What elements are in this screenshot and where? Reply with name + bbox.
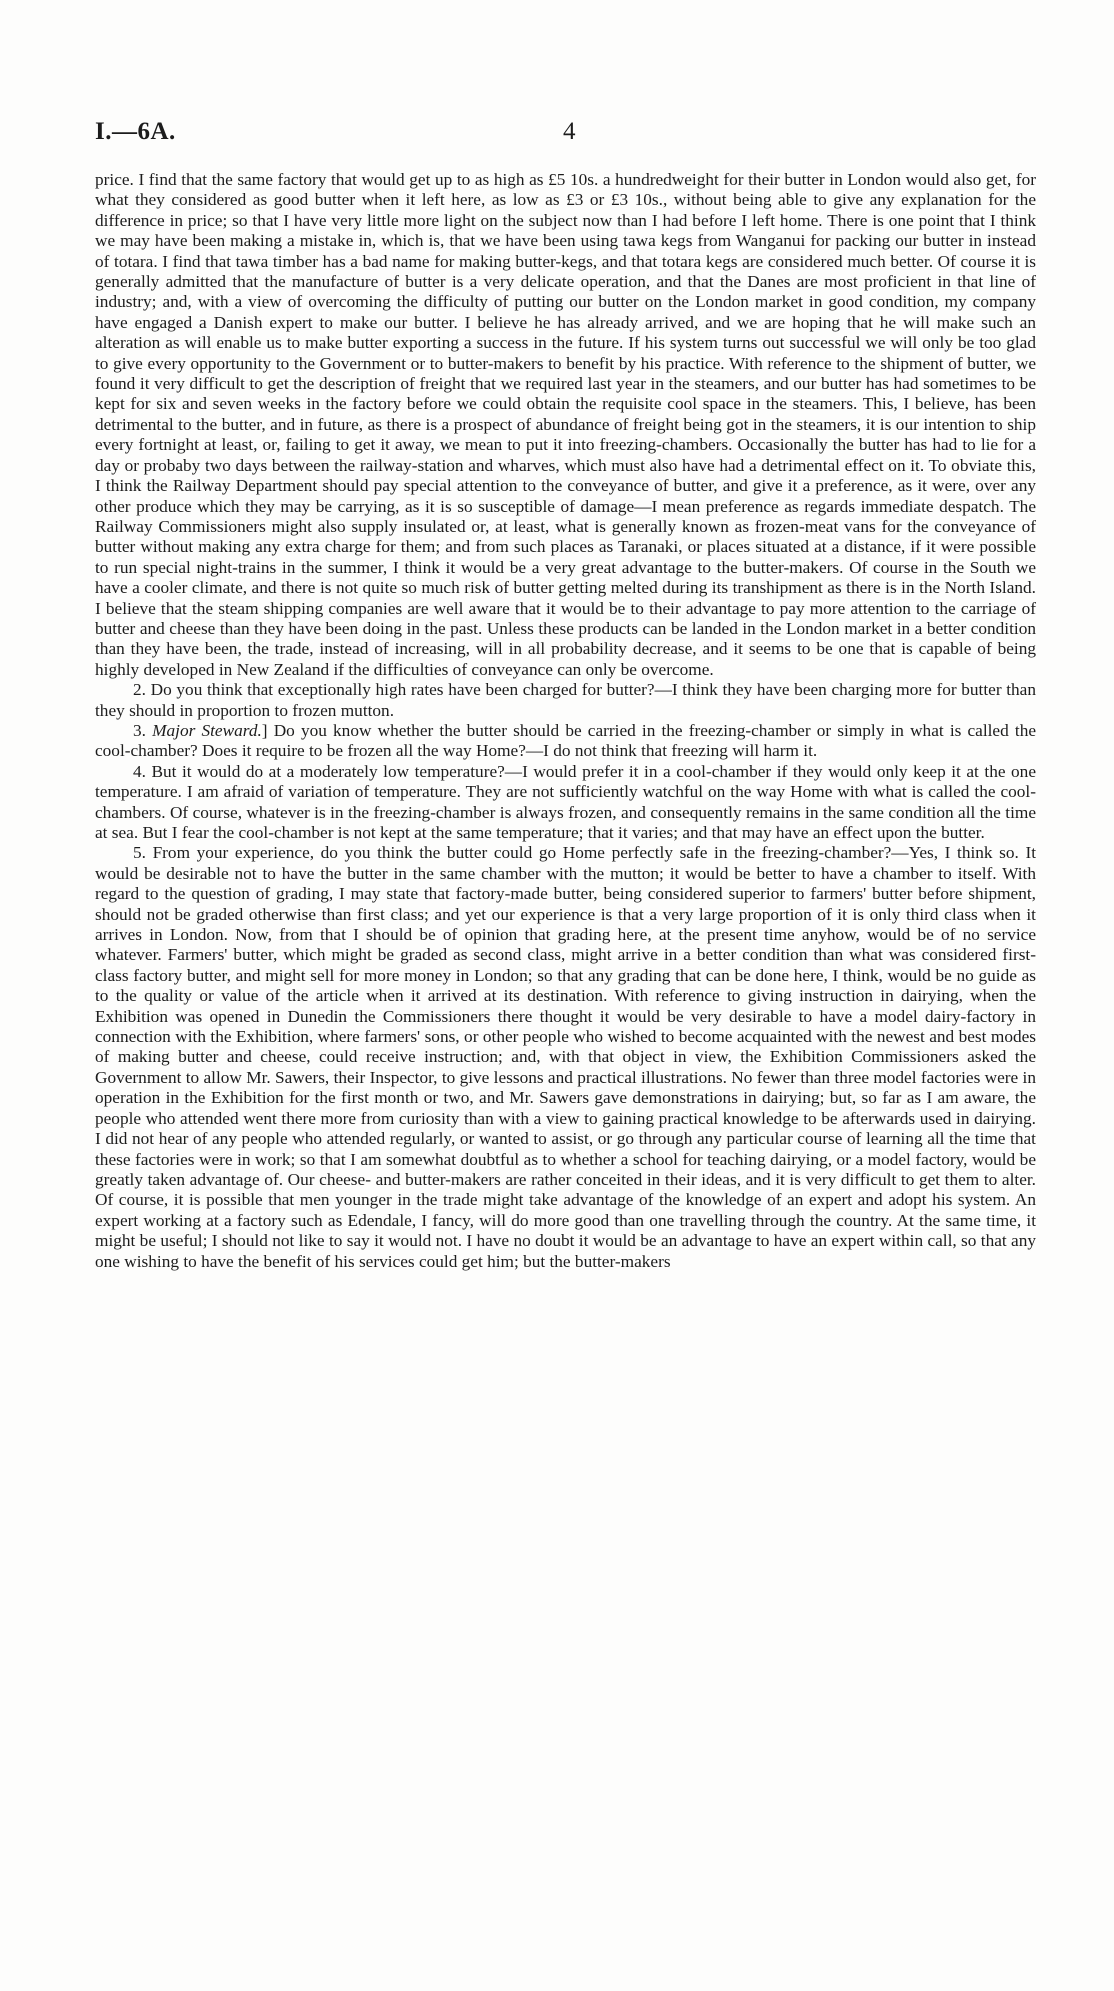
page-header (95, 118, 1036, 152)
paragraph-4: 4. But it would do at a moderately low temperature?—I would prefer it in a cool-chamber if they would only keep it at the one temperature. I am afraid of variation of temperature. They are not sufficiently watchful on the way Home with what is called the cool-chambers. Of course, whatever is in the freezing-chamber is always frozen, and consequently remains in the same condition all the time at sea. But I fear the cool-chamber is not kept at the same temperature; that it varies; and that may have an effect upon the butter. (95, 761, 1036, 842)
page-number: 4 (563, 118, 576, 145)
paragraph-2: 2. Do you think that exceptionally high rates have been charged for butter?—I think they have been charging more for butter than they should in proportion to frozen mutton. (95, 680, 1036, 720)
paragraph-5: 5. From your experience, do you think the butter could go Home perfectly safe in the freezing-chamber?—Yes, I think so. It would be desirable not to have the butter in the same chamber with the mutton; it would be better to have a chamber to itself. With regard to the question of grading, I may state that factory-made butter, being considered superior to farmers' butter before shipment, should not be graded otherwise than first class; and yet our experience is that a very large proportion of it is only third class when it arrives in London. Now, from that I should be of opinion that grading here, at the present time anyhow, would be of no service whatever. Farmers' butter, which might be graded as second class, might arrive in a better condition than what was considered first-class factory butter, and might sell for more money in London; so that any grading that can be done here, I think, would be no guide as to the quality or value of the article when it arrived at its destination. With reference to giving instruction in dairying, when the Exhibition was opened in Dunedin the Commissioners there thought it would be very desirable to have a model dairy-factory in connection with the Exhibition, where farmers' sons, or other people who wished to become acquainted with the newest and best modes of making butter and cheese, could receive instruction; and, with that object in view, the Exhibition Commissioners asked the Government to allow Mr. Sawers, their Inspector, to give lessons and practical illustrations. No fewer than three model factories were in operation in the Exhibition for the first month or two, and Mr. Sawers gave demonstrations in dairying; but, so far as I am aware, the people who attended went there more from curiosity than with a view to gaining practical knowledge to be afterwards used in dairying. I did not hear of any people who attended regularly, or wanted to assist, or go through any particular course of learning all the time that these factories were in work; so that I am somewhat doubtful as to whether a school for teaching dairying, or a model factory, would be greatly taken advantage of. Our cheese- and butter-makers are rather conceited in their ideas, and it is very difficult to get them to alter. Of course, it is possible that men younger in the trade might take advantage of the knowledge of an expert and adopt his system. An expert working at a factory such as Edendale, I fancy, will do more good than one travelling through the country. At the same time, it might be useful; I should not like to say it would not. I have no doubt it would be an advantage to have an expert within call, so that any one wishing to have the benefit of his services could get him; but the butter-makers (95, 843, 1036, 1271)
speaker-name: Major Steward. (152, 720, 262, 740)
paragraph-1: price. I find that the same factory that would get up to as high as £5 10s. a hundredweight for their butter in London would also get, for what they considered as good butter when it left here, as low as £3 or £3 10s., without being able to give any explanation for the difference in price; so that I have very little more light on the subject now than I had before I left home. There is one point that I think we may have been making a mistake in, which is, that we have been using tawa kegs from Wanganui for packing our butter in instead of totara. I find that tawa timber has a bad name for making butter-kegs, and that totara kegs are considered much better. Of course it is generally admitted that the manufacture of butter is a very delicate operation, and that the Danes are most proficient in that line of industry; and, with a view of overcoming the difficulty of putting our butter on the London market in good condition, my company have engaged a Danish expert to make our butter. I believe he has already arrived, and we are hoping that he will make such an alteration as will enable us to make butter exporting a success in the future. If his system turns out successful we will only be too glad to give every opportunity to the Government or to butter-makers to benefit by his practice. With reference to the shipment of butter, we found it very difficult to get the description of freight that we required last year in the steamers, and our butter has had sometimes to be kept for six and seven weeks in the factory before we could obtain the requisite cool space in the steamers. This, I believe, has been detrimental to the butter, and in future, as there is a prospect of abundance of freight being got in the steamers, it is our intention to ship every fortnight at least, or, failing to get it away, we mean to put it into freezing-chambers. Occasionally the butter has had to lie for a day or probaby two days between the railway-station and wharves, which must also have had a detrimental effect on it. To obviate this, I think the Railway Department should pay special attention to the conveyance of butter, and give it a preference, as it were, over any other produce which they may be carrying, as it is so susceptible of damage—I mean preference as regards immediate despatch. The Railway Commissioners might also supply insulated or, at least, what is generally known as frozen-meat vans for the conveyance of butter without making any extra charge for them; and from such places as Taranaki, or places situated at a distance, if it were possible to run special night-trains in the summer, I think it would be a very great advantage to the butter-makers. Of course in the South we have a cooler climate, and there is not quite so much risk of butter getting melted during its transhipment as there is in the North Island. I believe that the steam shipping companies are well aware that it would be to their advantage to pay more attention to the carriage of butter and cheese than they have been doing in the past. Unless these products can be landed in the London market in a better condition than they have been, the trade, instead of increasing, will in all probability decrease, and it seems to be one that is capable of being highly developed in New Zealand if the difficulties of conveyance can only be overcome. (95, 170, 1036, 679)
body-text (95, 170, 1036, 1272)
question-number: 3. (133, 720, 153, 740)
paragraph-3 (95, 721, 1036, 762)
paragraph-3-text: ] Do you know whether the butter should be carried in the freezing-chamber or simply in what is called the cool-chamber? Does it require to be frozen all the way Home?—I do not think that freezing will harm it. (95, 720, 1037, 761)
document-reference: I.—6A. (95, 118, 176, 145)
